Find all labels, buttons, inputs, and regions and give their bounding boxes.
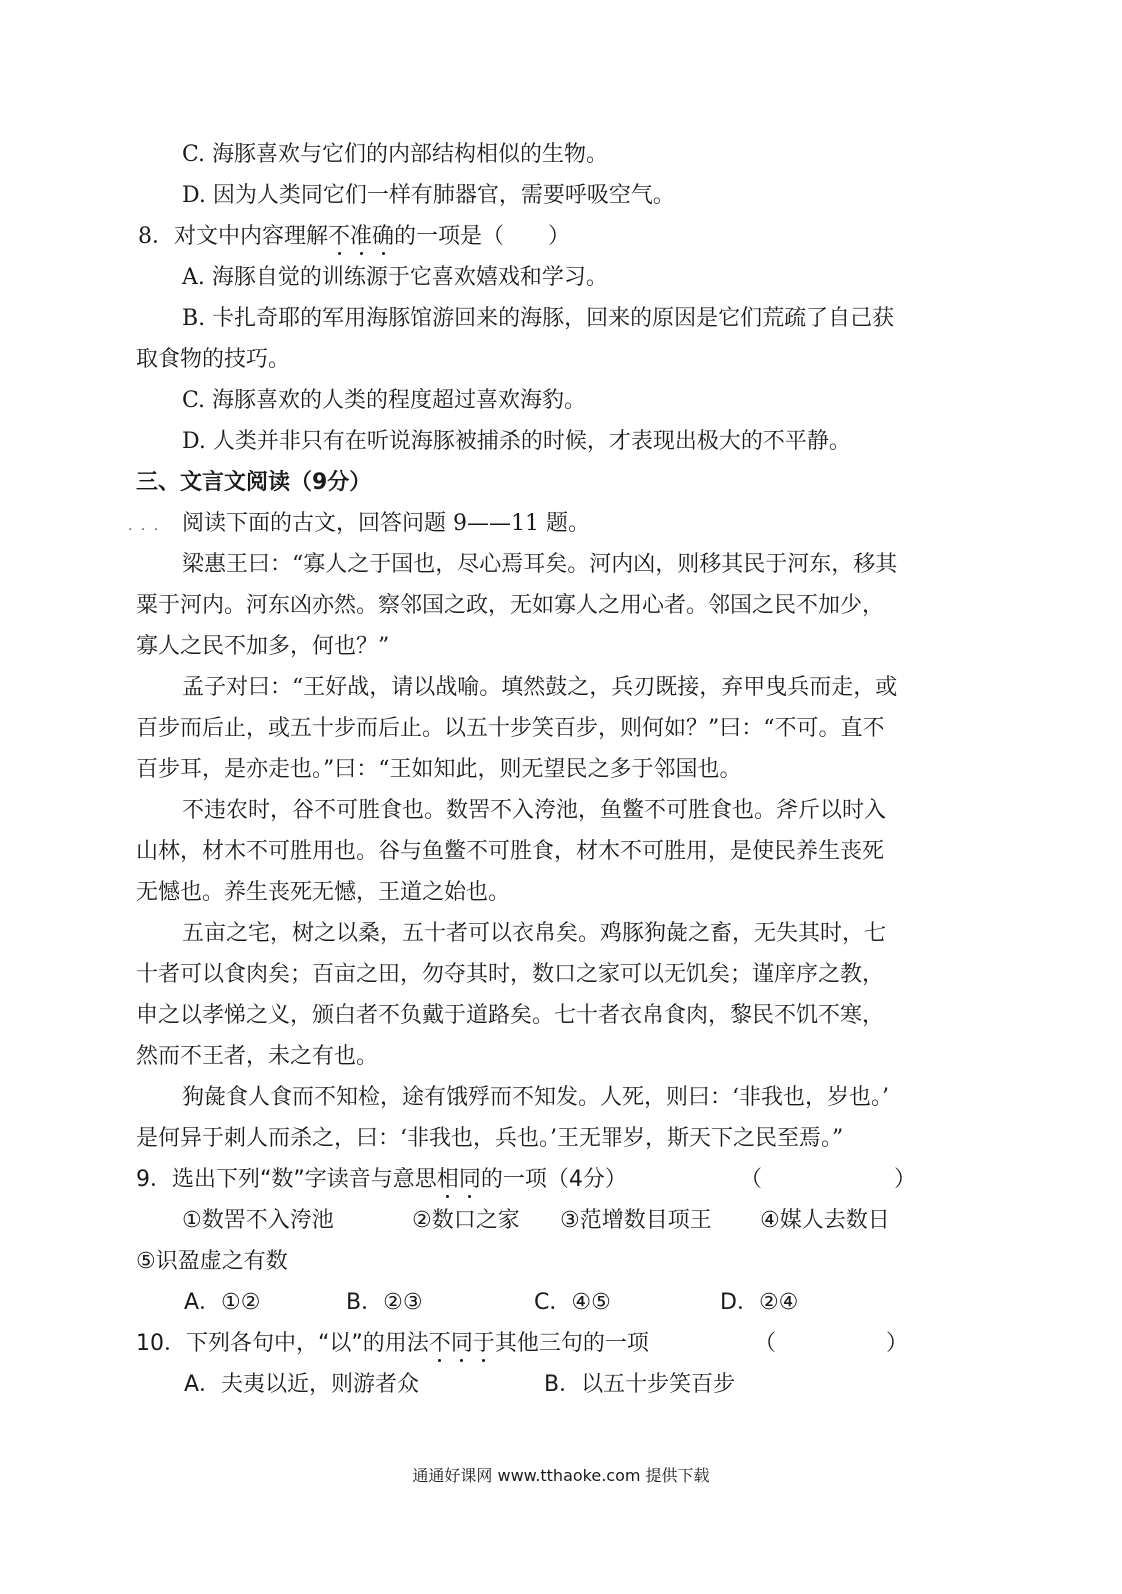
q9-item: ①数罟不入洿池 <box>182 1208 334 1233</box>
passage-line: 粟于河内。河东凶亦然。察邻国之政，无如寡人之用心者。邻国之民不加少， <box>136 593 885 618</box>
q9-item: ②数口之家 <box>412 1208 520 1233</box>
passage-line: 百步而后止，或五十步而后止。以五十步笑百步，则何如？”曰：“不可。直不 <box>136 716 885 741</box>
scan-marks: . . . <box>128 518 161 534</box>
passage-line: 然而不王者，未之有也。 <box>136 1044 379 1069</box>
q8-emphasis-char: 准 <box>350 224 373 249</box>
passage-line: 十者可以食肉矣；百亩之田，勿夺其时，数口之家可以无饥矣；谨庠序之教， <box>136 962 885 987</box>
passage-line: 狗彘食人食而不知检，途有饿殍而不知发。人死，则曰：‘非我也，岁也。’ <box>182 1085 889 1110</box>
q9-item-5: ⑤识盈虚之有数 <box>136 1249 288 1274</box>
q9-option-a: A．①② <box>184 1290 261 1315</box>
q8-stem <box>138 222 570 252</box>
passage-line: 山林，材木不可胜用也。谷与鱼鳖不可胜食，材木不可胜用，是使民养生丧死 <box>136 839 885 864</box>
q9-items-row1 <box>182 1206 890 1236</box>
section-3-title: 三、文言文阅读（9分） <box>136 470 372 495</box>
q7-option-d: D. 因为人类同它们一样有肺器官，需要呼吸空气。 <box>182 183 675 208</box>
q9-item: ④媒人去数日 <box>760 1208 890 1233</box>
q9-option-c: C．④⑤ <box>534 1290 611 1315</box>
q10-stem-pre: 10．下列各句中，“以”的用法 <box>136 1331 429 1356</box>
q10-options <box>184 1370 735 1400</box>
passage-line: 申之以孝悌之义，颁白者不负戴于道路矣。七十者衣帛食肉，黎民不饥不寒， <box>136 1003 885 1028</box>
q8-option-a: A. 海豚自觉的训练源于它喜欢嬉戏和学习。 <box>182 265 608 290</box>
q9-stem-post: 的一项（4分） <box>480 1167 627 1192</box>
passage-line: 无憾也。养生丧死无憾，王道之始也。 <box>136 880 511 905</box>
q8-option-b-line1: B. 卡扎奇耶的军用海豚馆游回来的海豚，回来的原因是它们荒疏了自己获 <box>182 306 895 331</box>
q10-option-a: A．夫夷以近，则游者众 <box>184 1372 420 1397</box>
passage-line: 梁惠王曰：“寡人之于国也，尽心焉耳矣。河内凶，则移其民于河东，移其 <box>182 552 898 577</box>
q10-emphasis-char: 于 <box>472 1331 495 1356</box>
q8-emphasis-char: 确 <box>372 224 395 249</box>
q9-emphasis-char: 相 <box>436 1167 459 1192</box>
q8-option-c: C. 海豚喜欢的人类的程度超过喜欢海豹。 <box>182 388 587 413</box>
q9-options <box>184 1288 798 1318</box>
section-3-intro: 阅读下面的古文，回答问题 9——11 题。 <box>182 511 590 536</box>
q9-answer-paren: （ ） <box>740 1167 917 1192</box>
q8-option-d: D. 人类并非只有在听说海豚被捕杀的时候，才表现出极大的不平静。 <box>182 429 851 454</box>
q9-item: ③范增数目项王 <box>560 1208 712 1233</box>
passage-line: 五亩之宅，树之以桑，五十者可以衣帛矣。鸡豚狗彘之畜，无失其时，七 <box>182 921 887 946</box>
q9-emphasis-char: 同 <box>458 1167 481 1192</box>
passage-line: 是何异于刺人而杀之，曰：‘非我也，兵也。’王无罪岁，斯天下之民至焉。” <box>136 1126 844 1151</box>
q8-emphasis-char: 不 <box>328 224 351 249</box>
page-footer: 通通好课网 www.tthaoke.com 提供下载 <box>412 1466 710 1485</box>
q10-stem <box>136 1329 649 1359</box>
q8-stem-post: 的一项是（ ） <box>394 224 571 249</box>
q8-stem-pre: 8．对文中内容理解 <box>138 224 328 249</box>
q10-stem-post: 其他三句的一项 <box>494 1331 649 1356</box>
q10-option-b: B．以五十步笑百步 <box>544 1372 736 1397</box>
q10-emphasis-char: 不 <box>428 1331 451 1356</box>
q10-answer-paren: （ ） <box>754 1331 909 1356</box>
passage-line: 寡人之民不加多，何也？” <box>136 634 390 659</box>
q10-emphasis-char: 同 <box>450 1331 473 1356</box>
q9-option-d: D．②④ <box>720 1290 799 1315</box>
passage-line: 百步耳，是亦走也。”曰：“王如知此，则无望民之多于邻国也。 <box>136 757 742 782</box>
q9-stem <box>136 1165 627 1195</box>
q9-option-b: B．②③ <box>346 1290 423 1315</box>
q8-option-b-line2: 取食物的技巧。 <box>136 347 291 372</box>
passage-line: 不违农时，谷不可胜食也。数罟不入洿池，鱼鳖不可胜食也。斧斤以时入 <box>182 798 887 823</box>
passage-line: 孟子对曰：“王好战，请以战喻。填然鼓之，兵刃既接，弃甲曳兵而走，或 <box>182 675 898 700</box>
q9-stem-pre: 9．选出下列“数”字读音与意思 <box>136 1167 437 1192</box>
q7-option-c: C. 海豚喜欢与它们的内部结构相似的生物。 <box>182 142 609 167</box>
